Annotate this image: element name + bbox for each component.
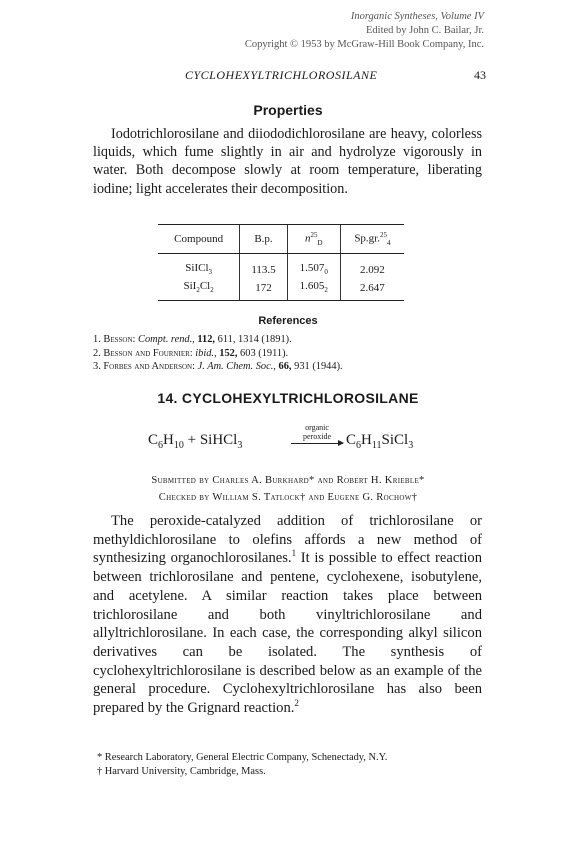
formula-sub: 3 (208, 268, 212, 277)
references-heading: References (258, 315, 318, 327)
eq-sub: 10 (173, 440, 184, 451)
reference-item: 3. Forbes and Anderson: J. Am. Chem. Soc., 66, 931 (1944). (93, 361, 343, 372)
eq-sub: 3 (237, 440, 243, 451)
section-heading: 14. CYCLOHEXYLTRICHLOROSILANE (157, 390, 419, 406)
ref-number: 3. (93, 361, 101, 372)
author-credits (0, 472, 576, 506)
main-paragraph (93, 512, 482, 718)
citation-marker: 2 (294, 698, 299, 709)
cell-bp: 113.5 (240, 253, 287, 279)
table-row (158, 279, 404, 301)
ref-volume: 112, (197, 334, 216, 345)
cell-nd (287, 279, 340, 301)
col-specific-gravity (340, 225, 404, 254)
arrow-label-top: organic (305, 423, 329, 432)
eq-text: H (163, 432, 174, 448)
spgr-label: Sp.gr. (354, 232, 380, 245)
equation-product (346, 432, 413, 451)
footnote-2: † Harvard University, Cambridge, Mass. (97, 766, 266, 777)
cell-compound (158, 279, 240, 301)
eq-text: C (346, 432, 357, 448)
footnotes (97, 751, 387, 779)
formula-part: Cl (199, 280, 211, 293)
copyright-volume: Inorganic Syntheses, Volume IV (350, 11, 484, 22)
spgr-ref: 4 (387, 238, 391, 247)
reaction-arrow (291, 423, 343, 446)
eq-text: SiCl (381, 432, 409, 448)
cell-compound (158, 253, 240, 279)
copyright-notice (245, 10, 484, 52)
citation-marker: 1 (291, 548, 297, 559)
properties-text: Iodotrichlorosilane and diiododichlorosilane are heavy, colorless liquids, which fume slightly in air and hydrolyze vigorously in water. Both decompose slowly at room temperature, liberating iodine; light accelerates their decomposition. (93, 126, 482, 197)
nd-digit: 2 (324, 286, 328, 295)
col-compound: Compound (158, 225, 240, 254)
eq-text: H (361, 432, 372, 448)
ref-pages: 931 (1944). (294, 361, 343, 372)
main-text (93, 512, 482, 718)
arrow-label-condition: peroxide (303, 432, 331, 441)
cell-bp: 172 (240, 279, 287, 301)
ref-journal: ibid., (195, 347, 217, 359)
nd-temp: 25 (310, 231, 318, 239)
eq-text: C (148, 432, 159, 448)
eq-sub: 6 (356, 440, 362, 451)
footnote-1: * Research Laboratory, General Electric Company, Schenectady, N.Y. (97, 752, 388, 763)
references-list (93, 333, 343, 374)
formula-part: SiI (183, 280, 197, 293)
ref-pages: 603 (1911). (240, 347, 289, 359)
nd-line: D (317, 238, 323, 247)
running-head (90, 68, 486, 84)
properties-table (158, 224, 404, 301)
nd-value: 1.507 (299, 261, 325, 274)
cell-nd (287, 253, 340, 279)
copyright-line: Copyright © 1953 by McGraw-Hill Book Company, Inc. (244, 39, 484, 50)
submitted-by: Submitted by Charles A. Burkhard* and Robert H. Krieble* (151, 475, 425, 486)
eq-text: SiHCl (199, 432, 238, 448)
formula-part: SiICl (185, 261, 209, 274)
ref-authors: Besson and Fournier (103, 347, 190, 359)
nd-digit: 0 (324, 268, 328, 277)
cell-spgr: 2.092 (340, 253, 404, 279)
ref-authors: Forbes and Anderson (103, 361, 193, 372)
ref-number: 1. (93, 334, 101, 345)
copyright-editor: Edited by John C. Bailar, Jr. (366, 25, 484, 36)
col-bp: B.p. (240, 225, 287, 254)
eq-plus: + (183, 432, 200, 448)
cell-spgr: 2.647 (340, 279, 404, 301)
formula-sub: 2 (196, 286, 200, 295)
spgr-temp: 25 (380, 231, 387, 239)
table-row (158, 253, 404, 279)
main-text-part: The peroxide-catalyzed addition of trichlorosilane or methyldichlorosilane to olefins affords a new method of synthesizing organochlorosilanes. (93, 513, 482, 567)
ref-journal: J. Am. Chem. Soc., (197, 361, 276, 372)
nd-symbol: n (305, 232, 311, 245)
arrow-icon (291, 443, 343, 444)
eq-sub: 3 (408, 440, 414, 451)
checked-by: Checked by William S. Tatlock† and Eugene G. Rochow† (158, 492, 418, 503)
col-refractive-index (287, 225, 340, 254)
main-text-part: It is possible to effect reaction between trichlorosilane and pentene, cyclohexene, isobutylene, and acetylene. A similar reaction takes place between trichlorosilane and both vinyltrichlorosilane and allyltrichlorosilane. In each case, the corresponding alkyl silicon derivatives can be isolated. The synthesis of cyclohexyltrichlorosilane is described below as an example of the general procedure. Cyclohexyltrichlorosilane has also been prepared by the Grignard reaction. (93, 550, 482, 717)
eq-sub: 6 (158, 440, 164, 451)
running-title: CYCLOHEXYLTRICHLOROSILANE (185, 68, 378, 82)
ref-volume: 152, (219, 347, 238, 359)
page-number: 43 (474, 68, 486, 82)
equation-reactants (148, 432, 242, 451)
nd-value: 1.605 (299, 280, 325, 293)
ref-journal: Compt. rend., (138, 334, 195, 345)
table-header-row (158, 225, 404, 254)
ref-authors: Besson (103, 334, 133, 345)
ref-number: 2. (93, 347, 101, 359)
ref-pages: 611, 1314 (1891). (217, 334, 292, 345)
eq-sub: 11 (371, 440, 382, 451)
reference-item: 1. Besson: Compt. rend., 112, 611, 1314 (1891). (93, 334, 292, 345)
ref-volume: 66, (278, 361, 292, 372)
properties-heading: Properties (253, 102, 323, 118)
reaction-equation (0, 418, 576, 458)
formula-sub: 2 (210, 286, 214, 295)
reference-item: 2. Besson and Fournier: ibid., 152, 603 (1911). (93, 347, 289, 359)
properties-paragraph (93, 125, 482, 198)
